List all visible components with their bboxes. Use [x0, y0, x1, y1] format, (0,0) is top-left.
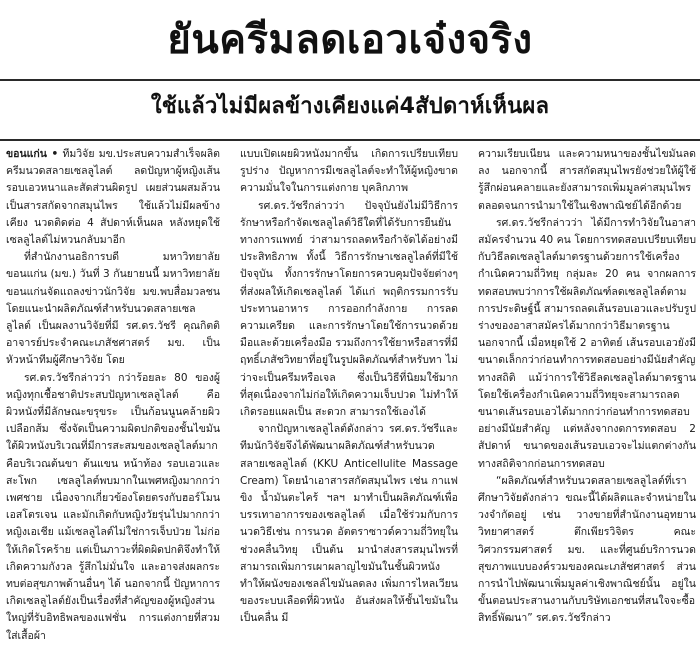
dateline: ขอนแก่น •	[6, 148, 59, 160]
article-paragraph: รศ.ดร.วัชรีกล่าวว่า กว่าร้อยละ 80 ของผู้หญิงทุกเชื้อชาติประสบปัญหาเซลลูไลต์ คือผิวหนังที่มีลักษณะขรุขระ เป็นก้อนนูนคล้ายผิวเปลือกส้ม ซึ่งจัดเป็นความผิดปกติของชั้นไขมันใต้ผิวหนังบริเวณที่มีการสะสมของเซลลูไลต์มากคือบริเวณต้นขา ต้นแขน หน้าท้อง รอบเอวและสะโพก เซลลูไลต์พบมากในเพศหญิงมากกว่าเพศชาย เนื่องจากเกี่ยวข้องโดยตรงกับฮอร์โมนเอสโตรเจน และมักเกิดกับหญิงวัยรุ่นไปมากกว่าหญิงเอเชีย แม้เซลลูไลต์ไม่ใช่การเจ็บป่วย ไม่ก่อให้เกิดโรคร้าย แต่เป็นภาวะที่ผิดผิดปกติจึงทำให้เกิดความกังวล รู้สึกไม่มั่นใจ และอาจส่งผลกระทบต่อสุขภาพด้านอื่นๆ ได้ นอกจากนี้ ปัญหาการเกิดเซลลูไลต์ยังเป็นเรื่องที่สำคัญของผู้หญิงส่วนใหญ่ที่รับอิทธิพลของแฟชั่น การแต่งกายที่สวมใส่เสื้อผ้า	[6, 371, 220, 642]
article-column-1	[6, 146, 220, 642]
article-paragraph: ความเรียบเนียน และความหนาของชั้นไขมันลดลง นอกจากนี้ สารสกัดสมุนไพรยังช่วยให้ผู้ใช้รู้สึกผ่อนคลายและยังสามารถเพิ่มมูลค่าสมุนไพรตลอดจนการนำมาใช้ในเชิงพาณิชย์ได้อีกด้วย	[478, 148, 696, 212]
article-paragraph: แบบเปิดเผยผิวหนังมากขึ้น เกิดการเปรียบเทียบรูปร่าง ปัญหาการมีเซลลูไลต์จะทำให้ผู้หญิงขาดความมั่นใจในการแต่งกาย บุคลิกภาพ	[240, 148, 458, 195]
subheadline: ใช้แล้วไม่มีผลข้างเคียงแค่4สัปดาห์เห็นผล	[150, 94, 550, 119]
subheadline-divider	[0, 139, 700, 141]
headline-divider	[0, 79, 700, 81]
lead-text: ทีมวิจัย มข.ประสบความสำเร็จผลิตครีมนวดสลายเซลลูไลต์ ลดปัญหาผู้หญิงเส้นรอบเอวหนาและสัดส่วนผิดรูป เผยส่วนผสมล้วนเป็นสารสกัดจากสมุนไพร ใช้แล้วไม่มีผลข้างเคียง นวดติดต่อ 4 สัปดาห์เห็นผล หลังหยุดใช้เซลลูไลต์ไม่หวนกลับมาอีก	[6, 148, 220, 247]
article-paragraph: ที่สำนักงานอธิการบดี มหาวิทยาลัยขอนแก่น (มข.) วันที่ 3 กันยายนนี้ มหาวิทยาลัยขอนแก่นจัดแถลงข่าวนักวิจัย มข.พบสื่อมวลชน โดยแนะนำผลิตภัณฑ์สำหรับนวดสลายเซลลูไลต์ เป็นผลงานวิจัยที่มี รศ.ดร.วัชรี คุณกิตติ อาจารย์ประจำคณะเภสัชศาสตร์ มข. เป็นหัวหน้าทีมผู้ศึกษาวิจัย โดย	[6, 251, 220, 367]
article-paragraph: จากปัญหาเซลลูไลต์ดังกล่าว รศ.ดร.วัชรีและทีมนักวิจัยจึงได้พัฒนาผลิตภัณฑ์สำหรับนวดสลายเซลลูไลต์ (KKU Anticellulite Massage Cream) โดยนำเอาสารสกัดสมุนไพร เช่น กาแฟ ขิง น้ำมันตะไคร้ ฯลฯ มาทำเป็นผลิตภัณฑ์เพื่อบรรเทาอาการของเซลลูไลต์ เมื่อใช้ร่วมกับการนวดวิธีเช่น การนวด อัตตราซาวด์ความถี่วิทยุในช่วงคลื่นวิทยุ เป็นต้น มานำส่งสารสมุนไพรที่สามารถเพิ่มการเผาผลาญไขมันในชั้นผิวหนัง ทำให้ผนังของเซลล์ไขมันลดลง เพิ่มการไหลเวียนของระบบเลือดที่ผิวหนัง อันส่งผลให้ชั้นไขมันในเป็นคลื่น มี	[240, 423, 458, 625]
article-column-2	[240, 146, 458, 628]
article-paragraph: รศ.ดร.วัชรีกล่าวว่า ได้มีการทำวิจัยในอาสาสมัครจำนวน 40 คน โดยการทดสอบเปรียบเทียบกับวิธีลดเซลลูไลต์มาตรฐานด้วยการใช้เครื่องกำเนิดความถี่วิทยุ กลุ่มละ 20 คน จากผลการทดสอบพบว่าการใช้ผลิตภัณฑ์ลดเซลลูไลต์ตามการประดิษฐ์นี้ สามารถลดเส้นรอบเอวและปรับรูปร่างของอาสาสมัครได้มากกว่าวิธีมาตรฐาน นอกจากนี้ เมื่อหยุดใช้ 2 อาทิตย์ เส้นรอบเอวยังมีขนาดเล็กกว่าก่อนทำการทดสอบอย่างมีนัยสำคัญทางสถิติ แม้ว่าการใช้วิธีลดเซลลูไลต์มาตรฐานโดยใช้เครื่องกำเนิดความถี่วิทยุจะสามารถลดขนาดเส้นรอบเอวได้มากกว่าก่อนทำการทดสอบอย่างมีนัยสำคัญ แต่หลังจากงดการทดสอบ 2 สัปดาห์ ขนาดของเส้นรอบเอวจะไม่แตกต่างกันทางสถิติจากก่อนการทดสอบ	[478, 216, 696, 470]
article-paragraph: รศ.ดร.วัชรีกล่าวว่า ปัจจุบันยังไม่มีวิธีการรักษาหรือกำจัดเซลลูไลต์วิธีใดที่ได้รับการยืนยันทางการแพทย์ ว่าสามารถลดหรือกำจัดได้อย่างมีประสิทธิภาพ ทั้งนี้ วิธีการรักษาเซลลูไลต์ที่มีใช้ปัจจุบัน ทั้งการรักษาโดยการควบคุมปัจจัยต่างๆ ที่ส่งผลให้เกิดเซลลูไลต์ ได้แก่ พฤติกรรมการรับประทานอาหาร การออกกำลังกาย การลดความเครียด และการรักษาโดยใช้การนวดด้วยมือและด้วยเครื่องมือ รวมถึงการใช้ยาหรือสารที่มีฤทธิ์เภสัชวิทยาที่อยู่ในรูปผลิตภัณฑ์สำหรับทา ไม่ว่าจะเป็นครีมหรือเจล ซึ่งเป็นวิธีที่นิยมใช้มากที่สุดเนื่องจากไม่ก่อให้เกิดความเจ็บปวด ไม่ทำให้เกิดรอยแผลเป็น สะดวก สามารถใช้เองได้	[240, 199, 458, 419]
article-column-3	[478, 146, 696, 628]
article-quote-paragraph: “ผลิตภัณฑ์สำหรับนวดสลายเซลลูไลต์ที่เราศึกษาวิจัยดังกล่าว ขณะนี้ได้ผลิตและจำหน่ายในวงจำกัดอยู่ เช่น วางขายที่สำนักงานอุทยานวิทยาศาสตร์ ตึกเพียรวิจิตร คณะวิศวกรรมศาสตร์ มข. และที่ศูนย์บริการนวดสุขภาพแบบองค์รวมของคณะเภสัชศาสตร์ ส่วนการนำไปพัฒนาเพิ่มมูลค่าเชิงพาณิชย์นั้น อยู่ในขั้นตอนประสานงานกับบริษัทเอกชนที่สนใจจะซื้อสิทธิ์พัฒนา” รศ.ดร.วัชรีกล่าว	[478, 474, 696, 625]
headline: ยันครีมลดเอวเจ๋งจริง	[167, 17, 533, 63]
article-lead-paragraph	[6, 146, 220, 249]
